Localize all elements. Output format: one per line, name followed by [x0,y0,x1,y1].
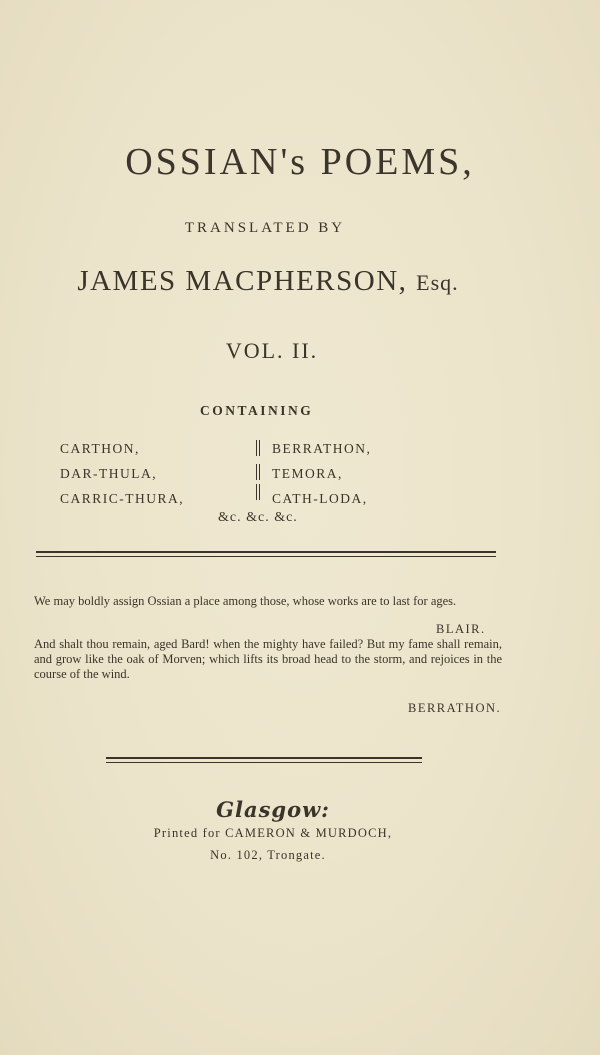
double-rule-divider [106,757,422,763]
contents-item: TEMORA, [272,466,343,481]
author-line [0,265,536,298]
contents-item: CARTHON, [60,441,140,456]
contents-left-column [60,436,184,511]
volume-number: VOL. II. [225,338,319,363]
contents-heading: CONTAINING [200,403,314,418]
author-name: JAMES MACPHERSON, [77,265,408,297]
contents-item: CARRIC-THURA, [60,491,185,506]
contents-item: BERRATHON, [272,441,372,456]
double-rule-divider [36,551,496,557]
divider-mark [254,484,264,500]
epigraph-text: And shalt thou remain, aged Bard! when the mighty have failed? But my fame shall remain, and grow like the oak of Morven; which lifts its broad head to the storm, and rejoices in the course of the wind. [34,637,502,681]
author-suffix: Esq. [416,270,459,295]
contents-item: DAR-THULA, [60,466,158,481]
book-title: OSSIAN's POEMS, [125,141,475,183]
epigraph-text: We may boldly assign Ossian a place among those, whose works are to last for ages. [34,594,457,608]
translated-by-line: TRANSLATED BY [184,220,346,236]
divider-mark [254,464,264,480]
imprint-address: No. 102, Trongate. [210,848,326,862]
imprint-printer: Printed for CAMERON & MURDOCH, [153,826,393,840]
contents-right-column [272,436,371,511]
contents-item: CATH-LODA, [272,491,368,506]
epigraph-attribution: BERRATHON. [408,701,502,715]
imprint-city: Glasgow: [216,797,330,822]
column-divider [254,436,264,502]
divider-mark [254,440,264,456]
contents-etc: &c. &c. &c. [218,510,298,525]
epigraph-attribution: BLAIR. [436,622,486,636]
